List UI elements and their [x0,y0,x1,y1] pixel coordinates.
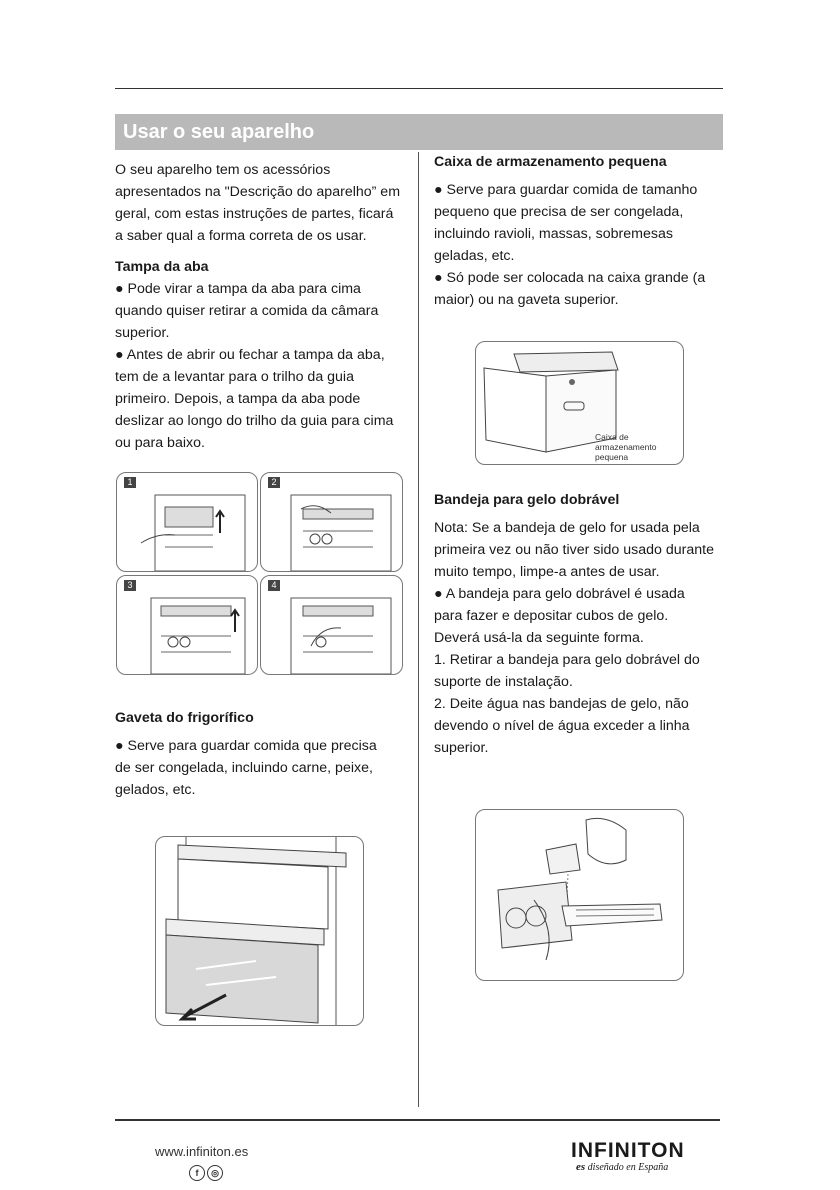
freezer-drawer-illustration [156,837,363,1025]
flap-line: deslizar ao longo do trilho da guia para cima [115,413,394,429]
freezer-flap-illustration [261,576,402,674]
instagram-icon[interactable]: ◎ [207,1165,223,1181]
top-rule [115,88,723,89]
flap-line: ou para baixo. [115,435,205,451]
caption-line: pequena [595,452,629,462]
flap-line: quando quiser retirar a comida da câmara [115,303,379,319]
drawer-heading: Gaveta do frigorífico [115,710,254,726]
flap-step-figure-1 [116,472,258,572]
facebook-icon[interactable]: f [189,1165,205,1181]
flap-step-figure-4 [260,575,403,675]
flap-line: tem de a levantar para o trilho da guia [115,369,354,385]
flap-line: ● Antes de abrir ou fechar a tampa da aba, [115,347,385,363]
ice-line: suporte de instalação. [434,674,573,690]
flap-line: superior. [115,325,170,341]
intro-line: apresentados na "Descrição do aparelho” em [115,184,401,200]
intro-line: a saber qual a forma correta de os usar. [115,228,367,244]
freezer-flap-illustration [117,473,257,571]
ice-line: primeira vez ou não tiver sido usado durante [434,542,714,558]
section-banner [115,114,723,150]
small-box-line: maior) ou na gaveta superior. [434,292,619,308]
bottom-rule [115,1119,720,1121]
small-box-line: incluindo ravioli, massas, sobremesas [434,226,673,242]
freezer-flap-illustration [261,473,402,571]
flap-line: primeiro. Depois, a tampa da aba pode [115,391,361,407]
caption-line: Caixa de [595,432,629,442]
drawer-line: de ser congelada, incluindo carne, peixe, [115,760,373,776]
ice-line: muito tempo, limpe-a antes de usar. [434,564,660,580]
drawer-section [115,707,411,801]
step-number: 4 [268,580,280,591]
small-box-line: ● Só pode ser colocada na caixa grande (a [434,270,706,286]
ice-tray-illustration [476,810,683,980]
section-title: Usar o seu aparelho [123,121,315,143]
ice-line: devendo o nível de água exceder a linha [434,718,690,734]
ice-line: 1. Retirar a bandeja para gelo dobrável do [434,652,700,668]
social-links [189,1163,225,1181]
step-number: 2 [268,477,280,488]
intro-line: geral, com estas instruções de partes, ficará [115,206,394,222]
freezer-flap-illustration [117,576,257,674]
flap-section [115,256,411,454]
ice-line: para fazer e depositar cubos de gelo. [434,608,669,624]
brand-tagline [576,1161,668,1173]
small-box-line: pequeno que precisa de ser congelada, [434,204,684,220]
drawer-line: ● Serve para guardar comida que precisa [115,738,377,754]
ice-line: Nota: Se a bandeja de gelo for usada pela [434,520,700,536]
ice-line: 2. Deite água nas bandejas de gelo, não [434,696,689,712]
step-number: 3 [124,580,136,591]
flap-step-figure-3 [116,575,258,675]
step-number: 1 [124,477,136,488]
small-box-section [434,151,729,311]
column-divider [418,152,419,1107]
box-caption [595,432,656,462]
drawer-line: gelados, etc. [115,782,196,798]
brand-logo: INFINITON [571,1139,685,1162]
small-box-line: geladas, etc. [434,248,515,264]
small-box-line: ● Serve para guardar comida de tamanho [434,182,698,198]
intro-paragraph [115,159,411,247]
tagline-text: diseñado en España [587,1162,669,1173]
freezer-drawer-figure [155,836,364,1026]
website-link[interactable]: www.infiniton.es [155,1144,249,1159]
ice-line: ● A bandeja para gelo dobrável é usada [434,586,685,602]
small-box-heading: Caixa de armazenamento pequena [434,154,667,170]
flap-heading: Tampa da aba [115,259,209,275]
ice-tray-section [434,489,729,759]
flap-line: ● Pode virar a tampa da aba para cima [115,281,361,297]
ice-line: Deverá usá-la da seguinte forma. [434,630,644,646]
caption-line: armazenamento [595,442,657,452]
ice-tray-figure [475,809,684,981]
small-box-figure [475,341,684,465]
intro-line: O seu aparelho tem os acessórios [115,162,331,178]
flap-step-figure-2 [260,472,403,572]
ice-line: superior. [434,740,489,756]
tagline-prefix: es [576,1161,586,1173]
ice-tray-heading: Bandeja para gelo dobrável [434,492,620,508]
